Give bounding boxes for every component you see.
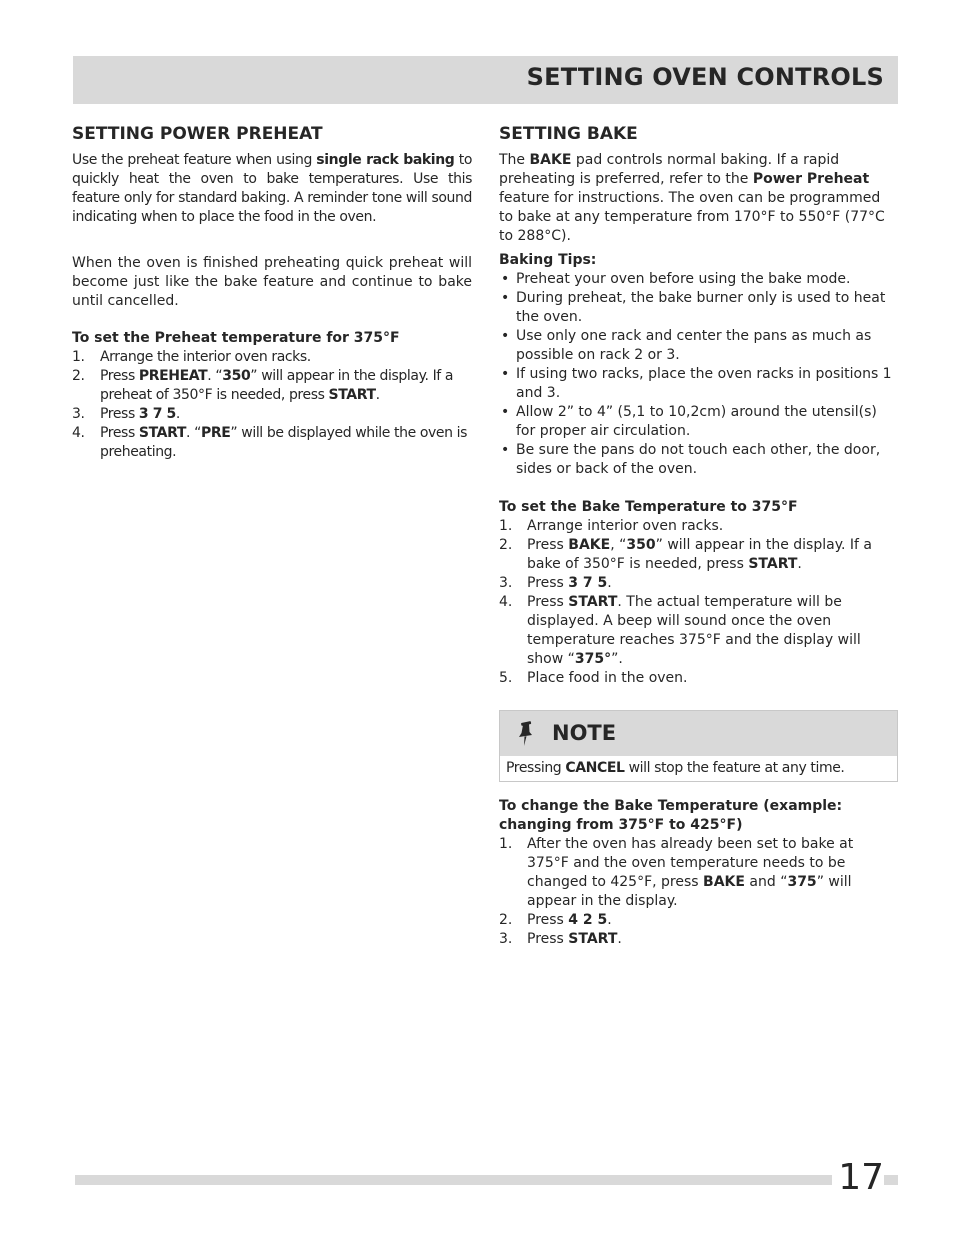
note-bold: CANCEL bbox=[565, 760, 625, 776]
section-title-power-preheat: SETTING POWER PREHEAT bbox=[72, 124, 323, 144]
step-text: . bbox=[797, 556, 802, 572]
intro-text: to quickly heat the oven to bake temperatures. Use this feature only for standard baking. A reminder tone will sound indicating when to place the food in the oven. bbox=[72, 152, 472, 225]
page-number: 17 bbox=[832, 1158, 884, 1198]
list-item bbox=[499, 365, 898, 403]
step-number: 4. bbox=[72, 425, 85, 441]
step-text: . bbox=[375, 387, 380, 403]
tip-text: During preheat, the bake burner only is used to heat the oven. bbox=[516, 290, 886, 325]
step-bold: START bbox=[138, 425, 186, 441]
step-text: After the oven has already been set to bake at 375°F and the oven temperature needs to be changed to 425°F, press bbox=[527, 836, 854, 890]
pushpin-icon bbox=[514, 721, 536, 747]
note-text-part: Pressing bbox=[506, 760, 566, 776]
step-number: 3. bbox=[499, 575, 513, 591]
list-item bbox=[499, 327, 898, 365]
note-box bbox=[499, 710, 898, 782]
intro-bold: Power Preheat bbox=[752, 171, 870, 187]
list-item bbox=[499, 593, 898, 669]
tip-text: If using two racks, place the oven racks in positions 1 and 3. bbox=[516, 366, 892, 401]
baking-tips-heading: Baking Tips: bbox=[499, 252, 597, 268]
left-column bbox=[72, 120, 472, 462]
bullet-icon: • bbox=[501, 442, 510, 458]
page-title: SETTING OVEN CONTROLS bbox=[526, 63, 884, 91]
step-bold: BAKE bbox=[703, 874, 745, 890]
step-text: . bbox=[607, 912, 612, 928]
list-item bbox=[499, 911, 898, 930]
step-bold: START bbox=[568, 931, 618, 947]
intro-text: The bbox=[499, 152, 530, 168]
intro-text: feature for instructions. The oven can be programmed to bake at any temperature from 170°F to 550°F (77°C to 288°C). bbox=[499, 190, 885, 244]
step-bold: START bbox=[748, 556, 798, 572]
step-bold: 350 bbox=[222, 368, 251, 384]
note-header bbox=[500, 711, 897, 756]
list-item bbox=[72, 424, 472, 462]
footer-bar bbox=[75, 1175, 898, 1185]
bullet-icon: • bbox=[501, 290, 510, 306]
step-text: . “ bbox=[186, 425, 201, 441]
step-text: . “ bbox=[207, 368, 223, 384]
list-item bbox=[72, 367, 472, 405]
step-text: Press bbox=[100, 425, 139, 441]
step-bold: START bbox=[328, 387, 376, 403]
list-item bbox=[499, 403, 898, 441]
step-bold: START bbox=[568, 594, 618, 610]
bullet-icon: • bbox=[501, 404, 510, 420]
header-bar bbox=[73, 56, 898, 104]
step-text: Press bbox=[100, 368, 139, 384]
power-preheat-paragraph: When the oven is finished preheating quick preheat will become just like the bake feature and continue to bake until cancelled. bbox=[72, 255, 472, 309]
step-text: Press bbox=[100, 406, 139, 422]
step-text: ” will appear in the display. bbox=[527, 874, 852, 909]
bullet-icon: • bbox=[501, 366, 510, 382]
section-title-bake: SETTING BAKE bbox=[499, 124, 638, 144]
note-title: NOTE bbox=[552, 721, 617, 745]
step-text: . bbox=[617, 931, 622, 947]
list-item bbox=[499, 930, 898, 949]
note-text-part: will stop the feature at any time. bbox=[624, 760, 845, 776]
step-text: . The actual temperature will be displayed. A beep will sound once the oven temperature reaches 375°F and the display will show “ bbox=[527, 594, 861, 667]
note-text bbox=[500, 756, 897, 781]
list-item bbox=[499, 536, 898, 574]
list-item bbox=[499, 289, 898, 327]
step-bold: 375 bbox=[787, 874, 817, 890]
step-text: ” will appear in the display. If a bake of 350°F is needed, press bbox=[527, 537, 872, 572]
step-text: . bbox=[175, 406, 180, 422]
step-text: Arrange the interior oven racks. bbox=[100, 349, 311, 365]
step-number: 5. bbox=[499, 670, 513, 686]
step-text: Place food in the oven. bbox=[527, 670, 688, 686]
step-number: 4. bbox=[499, 594, 513, 610]
change-temp-steps-list bbox=[499, 835, 898, 949]
list-item bbox=[499, 669, 898, 688]
step-number: 2. bbox=[499, 537, 513, 553]
step-text: ” will appear in the display. If a preheat of 350°F is needed, press bbox=[100, 368, 454, 403]
list-item bbox=[499, 517, 898, 536]
step-text: Press bbox=[527, 537, 569, 553]
step-text: Press bbox=[527, 575, 569, 591]
preheat-steps-heading: To set the Preheat temperature for 375°F bbox=[72, 330, 400, 346]
power-preheat-intro bbox=[72, 151, 472, 227]
step-text: ”. bbox=[611, 651, 623, 667]
step-text: ” will be displayed while the oven is preheating. bbox=[100, 425, 468, 460]
tip-text: Use only one rack and center the pans as much as possible on rack 2 or 3. bbox=[516, 328, 872, 363]
step-text: Press bbox=[527, 594, 569, 610]
list-item bbox=[499, 441, 898, 479]
tip-text: Allow 2” to 4” (5,1 to 10,2cm) around the utensil(s) for proper air circulation. bbox=[516, 404, 877, 439]
step-bold: BAKE bbox=[568, 537, 611, 553]
preheat-steps-list bbox=[72, 348, 472, 462]
bake-steps-heading: To set the Bake Temperature to 375°F bbox=[499, 499, 798, 515]
step-text: Arrange interior oven racks. bbox=[527, 518, 724, 534]
list-item bbox=[72, 348, 472, 367]
step-text: Press bbox=[527, 912, 569, 928]
step-number: 1. bbox=[72, 349, 85, 365]
intro-text: pad controls normal baking. If a rapid preheating is preferred, refer to the bbox=[499, 152, 840, 187]
change-temp-heading: To change the Bake Temperature (example: changing from 375°F to 425°F) bbox=[499, 798, 843, 833]
step-bold: 375° bbox=[574, 651, 612, 667]
list-item bbox=[499, 835, 898, 911]
step-text: Press bbox=[527, 931, 569, 947]
step-bold: 4 2 5 bbox=[568, 912, 608, 928]
step-bold: 3 7 5 bbox=[138, 406, 176, 422]
step-bold: PREHEAT bbox=[138, 368, 208, 384]
step-text: . bbox=[607, 575, 612, 591]
step-number: 3. bbox=[499, 931, 513, 947]
step-number: 3. bbox=[72, 406, 85, 422]
step-text: and “ bbox=[744, 874, 788, 890]
bullet-icon: • bbox=[501, 271, 510, 287]
step-bold: 350 bbox=[626, 537, 656, 553]
right-column bbox=[499, 120, 898, 949]
intro-text: Use the preheat feature when using bbox=[72, 152, 317, 168]
intro-bold: BAKE bbox=[529, 152, 572, 168]
step-bold: 3 7 5 bbox=[568, 575, 608, 591]
step-text: , “ bbox=[610, 537, 627, 553]
step-number: 2. bbox=[499, 912, 513, 928]
step-number: 1. bbox=[499, 518, 513, 534]
step-number: 2. bbox=[72, 368, 85, 384]
step-bold: PRE bbox=[200, 425, 231, 441]
list-item bbox=[499, 270, 898, 289]
tip-text: Be sure the pans do not touch each other, the door, sides or back of the oven. bbox=[516, 442, 881, 477]
bake-steps-list bbox=[499, 517, 898, 688]
bullet-icon: • bbox=[501, 328, 510, 344]
intro-bold: single rack baking bbox=[316, 152, 455, 168]
bake-intro bbox=[499, 151, 898, 246]
step-number: 1. bbox=[499, 836, 513, 852]
list-item bbox=[499, 574, 898, 593]
tip-text: Preheat your oven before using the bake mode. bbox=[516, 271, 851, 287]
baking-tips-list bbox=[499, 270, 898, 479]
list-item bbox=[72, 405, 472, 424]
